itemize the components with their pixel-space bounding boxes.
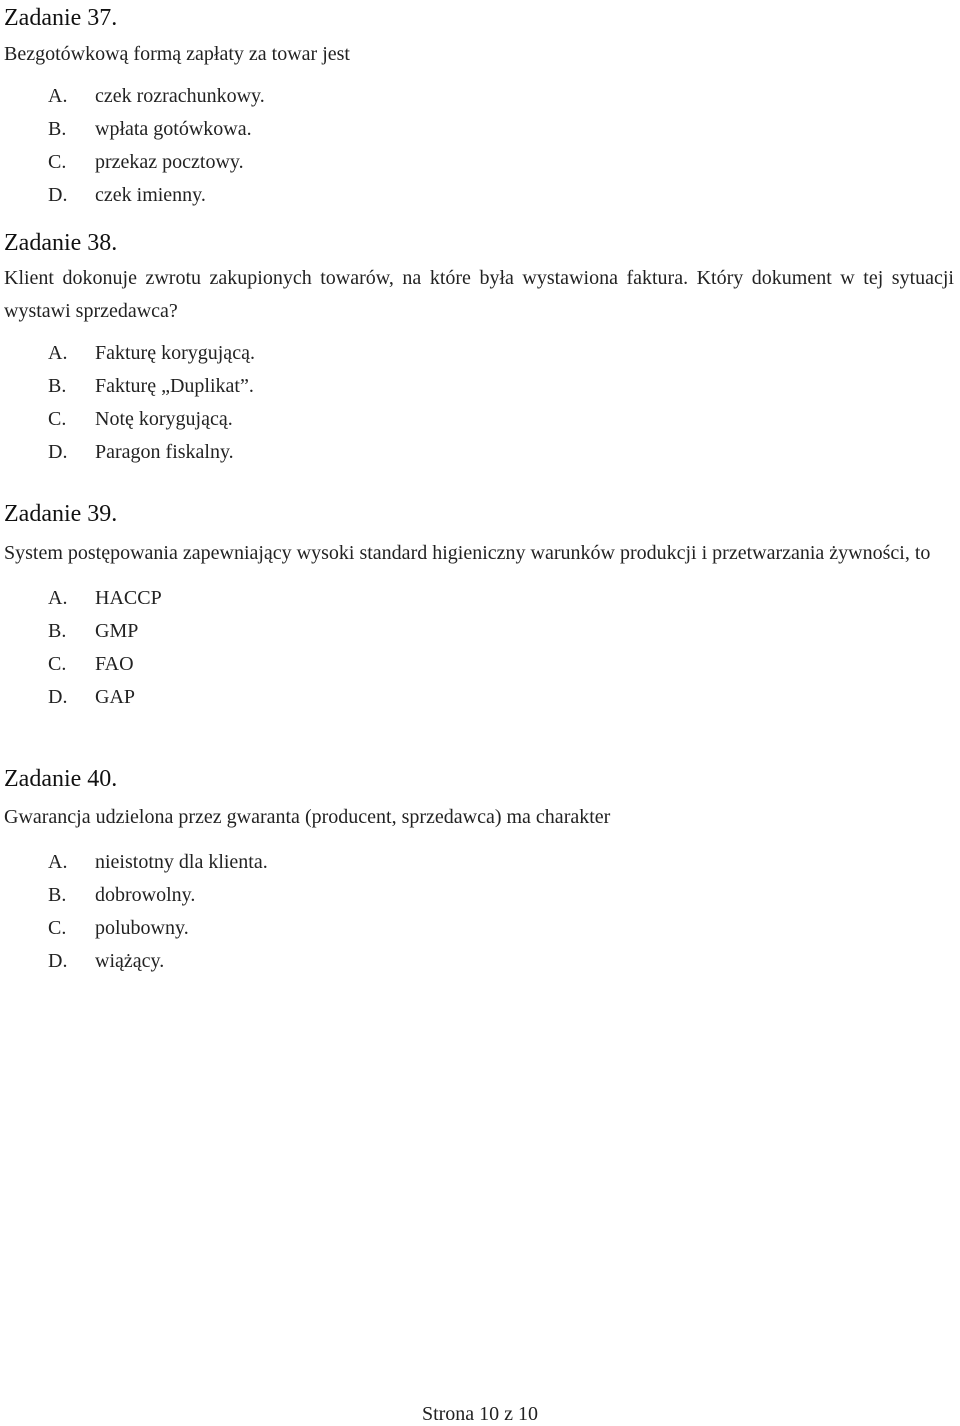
option-letter: B.	[48, 884, 67, 906]
task-question: Klient dokonuje zwrotu zakupionych towarów, na które była wystawiona faktura. Który dokument w tej sytuacji wystawi sprzedawca?	[4, 267, 954, 322]
task-question: Bezgotówkową formą zapłaty za towar jest	[4, 43, 350, 65]
option-letter: D.	[48, 686, 68, 708]
option-letter: B.	[48, 620, 67, 642]
option-letter: A.	[48, 851, 68, 873]
option-letter: B.	[48, 375, 67, 397]
task-question: System postępowania zapewniający wysoki standard higieniczny warunków produkcji i przetwarzania żywności, to	[4, 542, 931, 564]
option-text: przekaz pocztowy.	[95, 151, 244, 173]
answer-options	[4, 846, 960, 978]
answer-options	[4, 582, 960, 714]
option-letter: B.	[48, 118, 67, 140]
option-text: polubowny.	[95, 917, 189, 939]
answer-options	[4, 337, 960, 469]
option-letter: A.	[48, 587, 68, 609]
task-question: Gwarancja udzielona przez gwaranta (producent, sprzedawca) ma charakter	[4, 806, 611, 828]
option-text: FAO	[95, 653, 134, 675]
option-text: GMP	[95, 620, 139, 642]
option-text: wpłata gotówkowa.	[95, 118, 252, 140]
option-letter: D.	[48, 184, 68, 206]
page-number: Strona 10 z 10	[421, 1403, 539, 1425]
option-text: Fakturę korygującą.	[95, 342, 255, 364]
option-letter: D.	[48, 950, 68, 972]
answer-option-d[interactable]	[48, 179, 960, 212]
task-title: Zadanie 37.	[4, 5, 118, 31]
option-text: GAP	[95, 686, 136, 708]
task-38	[4, 229, 960, 469]
answer-option-a[interactable]	[48, 582, 960, 615]
answer-option-a[interactable]	[48, 80, 960, 113]
option-text: dobrowolny.	[95, 884, 196, 906]
task-title: Zadanie 40.	[4, 766, 118, 792]
answer-option-b[interactable]	[48, 113, 960, 146]
answer-option-d[interactable]	[48, 945, 960, 978]
option-text: wiążący.	[95, 950, 165, 972]
answer-option-a[interactable]	[48, 337, 960, 370]
answer-option-c[interactable]	[48, 403, 960, 436]
option-letter: A.	[48, 342, 68, 364]
answer-option-a[interactable]	[48, 846, 960, 879]
option-text: Notę korygującą.	[95, 408, 233, 430]
option-text: czek rozrachunkowy.	[95, 85, 265, 107]
option-letter: C.	[48, 151, 67, 173]
answer-option-c[interactable]	[48, 146, 960, 179]
answer-option-b[interactable]	[48, 615, 960, 648]
answer-options	[4, 80, 960, 212]
option-letter: C.	[48, 408, 67, 430]
answer-option-d[interactable]	[48, 436, 960, 469]
option-letter: C.	[48, 653, 67, 675]
task-40	[4, 765, 960, 978]
task-title: Zadanie 39.	[4, 501, 118, 527]
answer-option-c[interactable]	[48, 912, 960, 945]
answer-option-b[interactable]	[48, 879, 960, 912]
task-37	[4, 4, 960, 212]
task-39	[4, 500, 960, 714]
answer-option-d[interactable]	[48, 681, 960, 714]
option-letter: C.	[48, 917, 67, 939]
option-text: czek imienny.	[95, 184, 206, 206]
task-title: Zadanie 38.	[4, 230, 118, 256]
answer-option-b[interactable]	[48, 370, 960, 403]
option-letter: A.	[48, 85, 68, 107]
option-text: Paragon fiskalny.	[95, 441, 234, 463]
option-text: Fakturę „Duplikat”.	[95, 375, 254, 397]
option-letter: D.	[48, 441, 68, 463]
option-text: HACCP	[95, 587, 162, 609]
option-text: nieistotny dla klienta.	[95, 851, 268, 873]
answer-option-c[interactable]	[48, 648, 960, 681]
